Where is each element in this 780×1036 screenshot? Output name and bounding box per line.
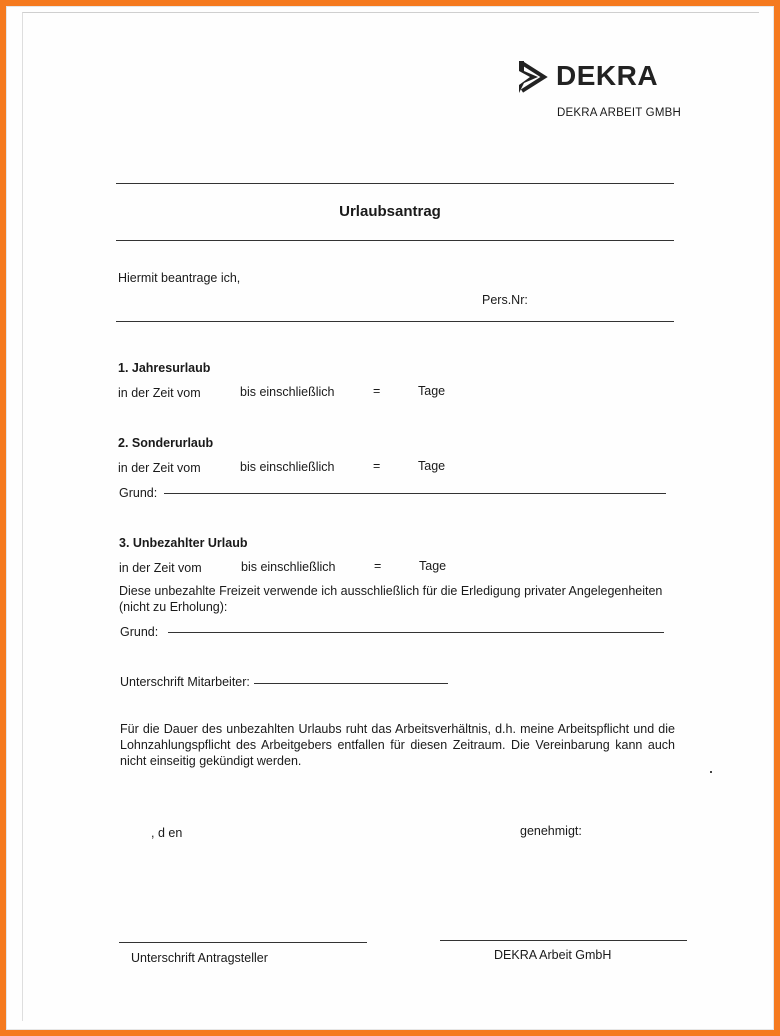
days-label: Tage	[419, 559, 447, 573]
reason-line[interactable]	[168, 632, 664, 633]
section-heading-jahresurlaub: 1. Jahresurlaub	[118, 361, 211, 375]
reason-line[interactable]	[164, 493, 666, 494]
section-heading-unbezahlter-urlaub: 3. Unbezahlter Urlaub	[119, 536, 248, 550]
form-title: Urlaubsantrag	[339, 203, 441, 220]
days-label: Tage	[418, 384, 446, 398]
to-label: bis einschließlich	[240, 385, 335, 399]
days-label: Tage	[418, 459, 446, 473]
company-signature-label: DEKRA Arbeit GmbH	[494, 948, 612, 962]
title-bottom-rule	[116, 240, 674, 241]
to-label: bis einschließlich	[240, 460, 335, 474]
intro-label: Hiermit beantrage ich,	[118, 271, 241, 285]
applicant-signature-label: Unterschrift Antragsteller	[131, 951, 268, 965]
from-label: in der Zeit vom	[118, 461, 201, 475]
unpaid-note-line-2: (nicht zu Erholung):	[119, 600, 228, 614]
equals-sign: =	[374, 559, 382, 573]
equals-sign: =	[373, 459, 381, 473]
from-label: in der Zeit vom	[119, 561, 202, 575]
reason-label: Grund:	[119, 486, 158, 500]
dekra-logo-icon	[516, 59, 548, 95]
paper-edge	[22, 12, 759, 1021]
reason-label: Grund:	[120, 625, 159, 639]
pers-nr-label: Pers.Nr:	[482, 293, 528, 307]
employee-signature-line[interactable]	[254, 683, 448, 684]
from-label: in der Zeit vom	[118, 386, 201, 400]
equals-sign: =	[373, 384, 381, 398]
company-name: DEKRA ARBEIT GMBH	[557, 107, 681, 119]
applicant-signature-line[interactable]	[119, 942, 367, 943]
section-heading-sonderurlaub: 2. Sonderurlaub	[118, 436, 214, 450]
employee-signature-label: Unterschrift Mitarbeiter:	[120, 675, 250, 689]
unpaid-note-line-1: Diese unbezahlte Freizeit verwende ich ausschließlich für die Erledigung privater Angelegenheiten	[119, 584, 663, 598]
name-line[interactable]	[116, 321, 674, 322]
approved-label: genehmigt:	[520, 824, 582, 838]
title-top-rule	[116, 183, 674, 184]
to-label: bis einschließlich	[241, 560, 336, 574]
notice-paragraph: Für die Dauer des unbezahlten Urlaubs ruht das Arbeitsverhältnis, d.h. meine Arbeitspflicht und die Lohnzahlungspflicht des Arbeitgebers entfallen für diesen Zeitraum. Die Vereinbarung kann auch nicht einseitig gekündigt werden.	[120, 722, 675, 768]
company-signature-line[interactable]	[440, 940, 687, 941]
logo-wordmark: DEKRA	[556, 60, 659, 91]
scan-speck	[710, 771, 712, 773]
date-label: , d en	[151, 826, 183, 840]
